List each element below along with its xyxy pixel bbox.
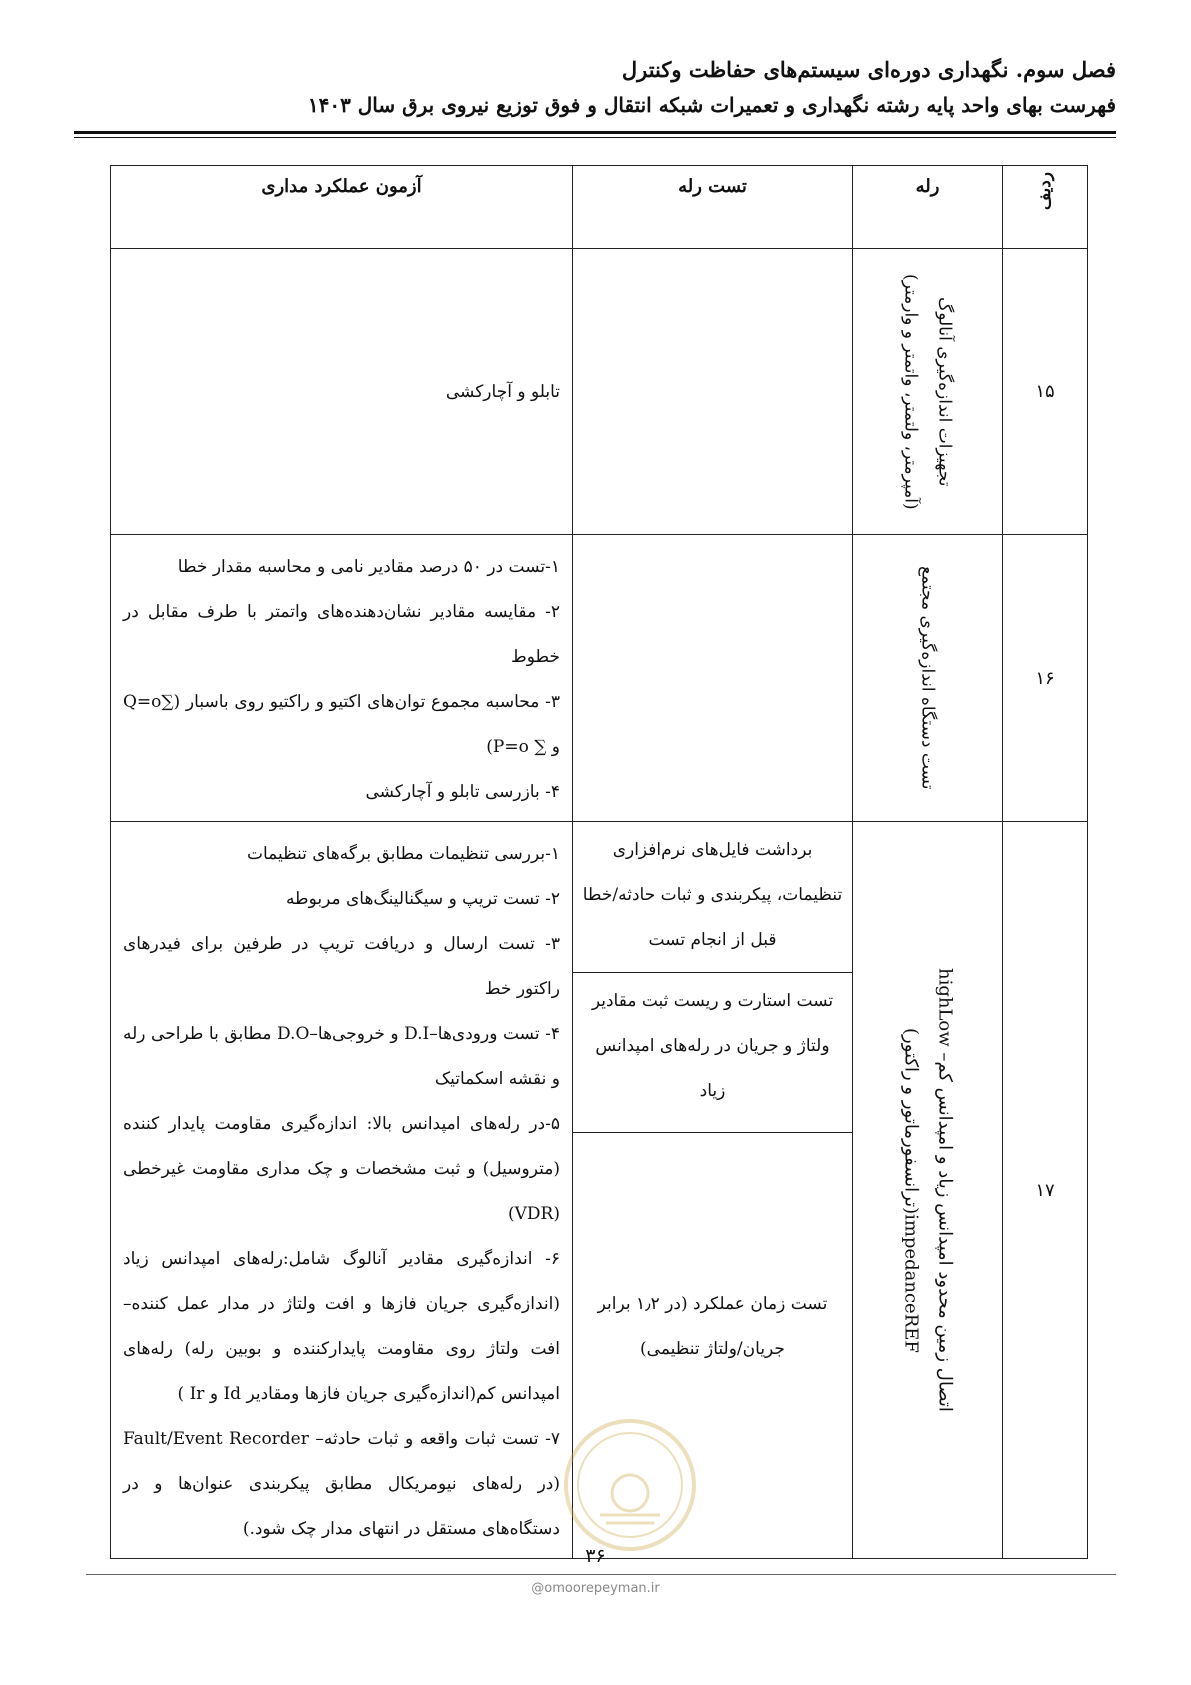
watermark-stamp	[560, 1415, 700, 1555]
relay-test-item: برداشت فایل‌های نرم‌افزاری تنظیمات، پیکربندی و ثبات حادثه/خطا قبل از انجام تست	[573, 822, 852, 972]
website-watermark: @omoorepeyman.ir	[531, 1581, 660, 1596]
row-number: ۱۶	[1003, 535, 1088, 822]
relay-test-empty	[573, 535, 853, 822]
document-title: فهرست بهای واحد پایه رشته نگهداری و تعمیرات شبکه انتقال و فوق توزیع نیروی برق سال ۱۴۰۳	[307, 93, 1116, 117]
table-row	[111, 249, 1088, 535]
circuit-item: ۱-تست در ۵۰ درصد مقادیر نامی و محاسبه مقدار خطا	[177, 557, 560, 577]
header-rule-thick	[74, 131, 1116, 134]
relay-test-item: تست زمان عملکرد (در ۱٫۲ برابر جریان/ولتاژ تنظیمی)	[597, 1294, 828, 1360]
table-header-row	[111, 166, 1088, 249]
row-number: ۱۷	[1003, 822, 1088, 1559]
relay-name: تجهیزات اندازه‌گیری آنالوگ (آمپرمتر، ولتمتر، واتمتر و وارمتر)	[853, 249, 1003, 535]
circuit-item: ۳- محاسبه مجموع توان‌های اکتیو و راکتیو روی باسبار (∑Q=o و ∑ P=o)	[123, 692, 560, 757]
circuit-test	[111, 535, 573, 822]
circuit-item: ۴- بازرسی تابلو و آچارکشی	[365, 782, 560, 802]
circuit-item: ۳- تست ارسال و دریافت تریپ در طرفین برای فیدرهای راکتور خط	[123, 934, 560, 999]
circuit-item: ۱-بررسی تنظیمات مطابق برگه‌های تنظیمات	[246, 844, 560, 864]
relay-test-item: تست استارت و ریست ثبت مقادیر ولتاژ و جریان در رله‌های امپدانس زیاد	[573, 972, 852, 1132]
page-number: ۳۶	[585, 1545, 606, 1567]
circuit-item: ۵-در رله‌های امپدانس بالا: اندازه‌گیری مقاومت پایدار کننده (متروسیل) و ثبت مشخصات و چک مداری مقاومت غیرخطی (VDR)	[123, 1114, 560, 1224]
circuit-item: ۷- تست ثبات واقعه و ثبات حادثه– Fault/Event Recorder (در رله‌های نیومریکال مطابق پیکربندی عنوان‌ها و در دستگاه‌های مستقل در انتهای مدار چک شود.)	[123, 1429, 560, 1539]
chapter-title: فصل سوم. نگهداری دوره‌ای سیستم‌های حفاظت وکنترل	[621, 57, 1116, 82]
page-header	[74, 52, 1116, 122]
circuit-item: ۴- تست ورودی‌ها–D.I و خروجی‌ها–D.O مطابق با طراحی رله و نقشه اسکماتیک	[123, 1024, 560, 1089]
circuit-test	[111, 822, 573, 1559]
relay-name: اتصال زمین محدود امپدانس زیاد و امپدانس کم– highLow impedanceREF(ترانسفورماتور و راکتور)	[853, 822, 1003, 1559]
header-test: تست رله	[573, 166, 853, 249]
relay-test-table	[110, 165, 1088, 1559]
header-relay: رله	[853, 166, 1003, 249]
circuit-item: ۲- تست تریپ و سیگنالینگ‌های مربوطه	[285, 889, 560, 909]
header-rule-thin	[74, 137, 1116, 138]
circuit-item: ۲- مقایسه مقادیر نشان‌دهنده‌های واتمتر با طرف مقابل در خطوط	[123, 602, 560, 667]
relay-name: تست دستگاه اندازه‌گیری مجتمع	[853, 535, 1003, 822]
relay-test-empty	[573, 249, 853, 535]
table-row	[111, 535, 1088, 822]
circuit-test: تابلو و آچارکشی	[111, 249, 573, 535]
header-circuit: آزمون عملکرد مداری	[111, 166, 573, 249]
circuit-item: ۶- اندازه‌گیری مقادیر آنالوگ شامل:رله‌های امپدانس زیاد (اندازه‌گیری جریان فازها و افت ولتاژ در مدار عمل کننده– افت ولتاژ روی مقاومت پایدارکننده و بوبین رله) رله‌های امپدانس کم(اندازه‌گیری جریان فازها ومقادیر Id و Ir )	[123, 1249, 560, 1404]
header-num: ردیف	[1003, 166, 1088, 249]
row-number: ۱۵	[1003, 249, 1088, 535]
footer-rule	[86, 1574, 1116, 1575]
